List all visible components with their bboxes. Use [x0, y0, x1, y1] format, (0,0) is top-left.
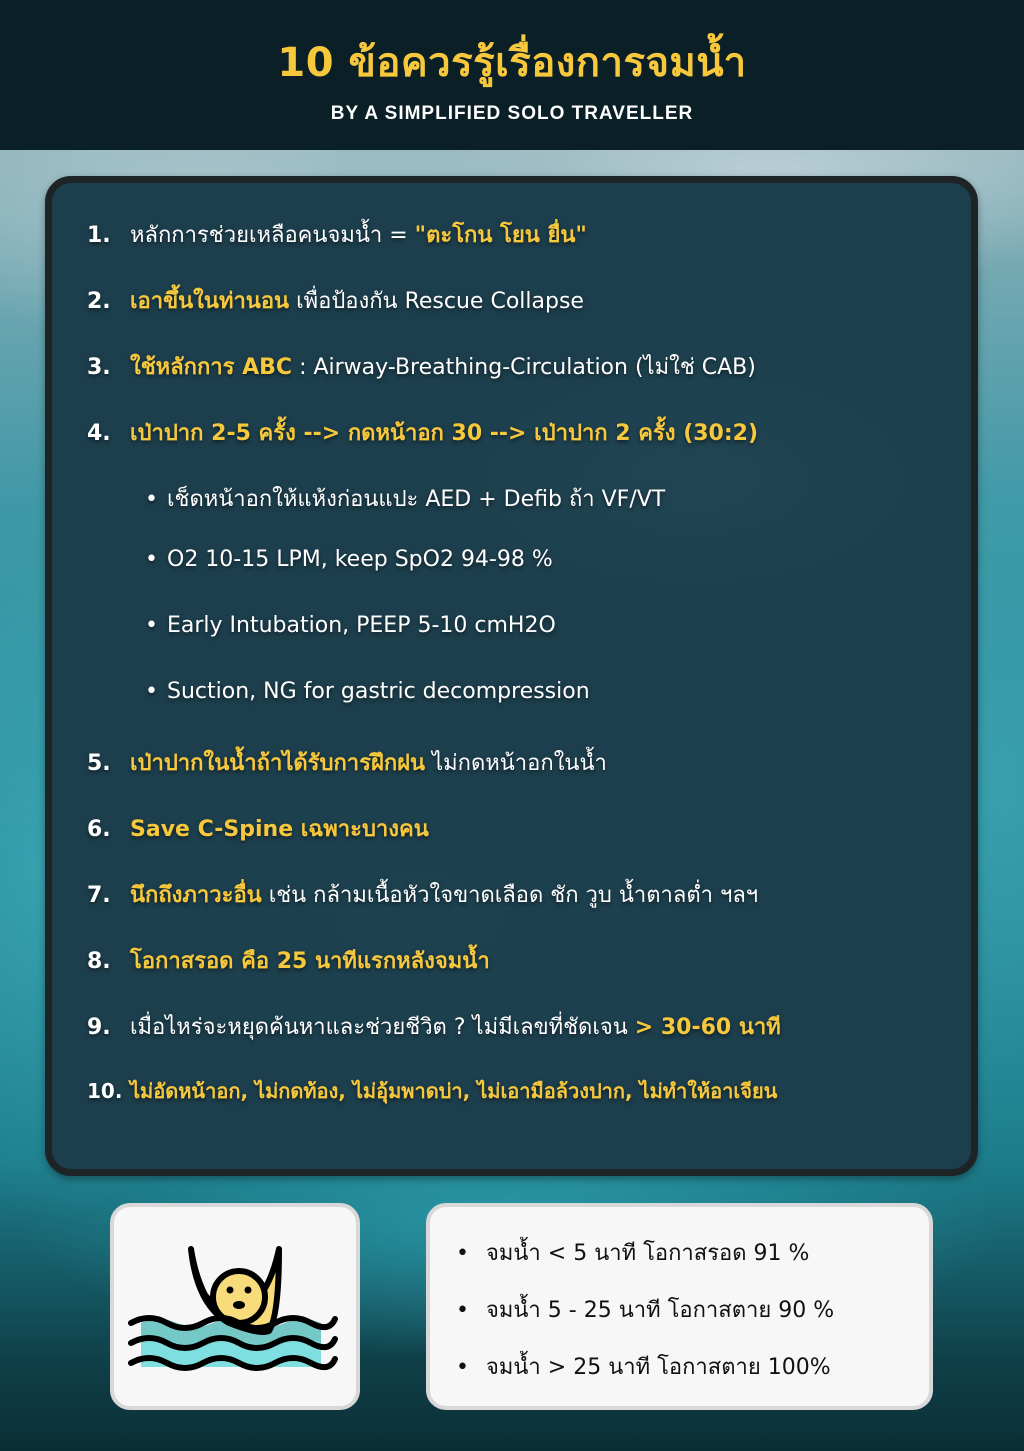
item-number: 6. [87, 817, 111, 842]
item-text: : Airway-Breathing-Circulation (ไม่ใช่ CAB) [292, 355, 756, 380]
sub-item-text: Early Intubation, PEEP 5-10 cmH2O [167, 613, 556, 638]
item-highlight: เป่าปากในน้ำถ้าได้รับการฝึกฝน [130, 751, 426, 776]
item-highlight: ไม่อัดหน้าอก, ไม่กดท้อง, ไม่อุ้มพาดบ่า, ไม่เอามือล้วงปาก, ไม่ทำให้อาเจียน [130, 1079, 778, 1103]
sub-item-text: O2 10-15 LPM, keep SpO2 94-98 % [167, 547, 553, 572]
tips-panel [45, 176, 978, 1176]
sub-item-text: เช็ดหน้าอกให้แห้งก่อนแปะ AED + Defib ถ้า VF/VT [167, 487, 666, 512]
stat-item-1 [456, 1235, 809, 1270]
item-highlight: เป่าปาก 2-5 ครั้ง --> กดหน้าอก 30 --> เป่าปาก 2 ครั้ง (30:2) [130, 421, 759, 446]
page-title: 10 ข้อควรรู้เรื่องการจมน้ำ [277, 40, 747, 86]
item-text: หลักการช่วยเหลือคนจมน้ำ = [130, 223, 415, 248]
stat-text: จมน้ำ > 25 นาที โอกาสตาย 100% [486, 1355, 831, 1380]
item-highlight: โอกาสรอด คือ 25 นาทีแรกหลังจมน้ำ [130, 949, 490, 974]
survival-stats-card [426, 1203, 933, 1410]
stat-text: จมน้ำ < 5 นาที โอกาสรอด 91 % [486, 1241, 810, 1266]
sub-item-2 [145, 547, 553, 572]
sub-item-3 [145, 613, 556, 638]
sub-item-4 [145, 679, 590, 704]
item-number: 7. [87, 883, 111, 908]
page-subtitle: BY A SIMPLIFIED SOLO TRAVELLER [330, 103, 694, 124]
item-number: 1. [87, 223, 111, 248]
item-number: 9. [87, 1015, 111, 1040]
stat-item-2 [456, 1292, 834, 1327]
tip-item-3 [87, 349, 756, 384]
tip-item-5 [87, 745, 607, 780]
header-banner [0, 0, 1024, 150]
item-highlight: > 30-60 นาที [634, 1015, 781, 1040]
item-highlight: Save C-Spine เฉพาะบางคน [130, 817, 429, 842]
tip-item-6 [87, 811, 429, 846]
item-number: 5. [87, 751, 111, 776]
bullet-icon: • [145, 613, 158, 638]
tip-item-2 [87, 283, 584, 318]
tip-item-4 [87, 415, 758, 450]
bullet-icon: • [145, 487, 158, 512]
bullet-icon: • [145, 547, 158, 572]
item-text: เช่น กล้ามเนื้อหัวใจขาดเลือด ชัก วูบ น้ำตาลต่ำ ฯลฯ [261, 883, 759, 908]
bullet-icon: • [145, 679, 158, 704]
illustration-card [110, 1203, 360, 1410]
item-number: 8. [87, 949, 111, 974]
bullet-icon: • [456, 1241, 469, 1266]
item-number: 2. [87, 289, 111, 314]
bullet-icon: • [456, 1298, 469, 1323]
stat-text: จมน้ำ 5 - 25 นาที โอกาสตาย 90 % [486, 1298, 835, 1323]
item-highlight: นึกถึงภาวะอื่น [130, 883, 262, 908]
item-number: 10. [87, 1079, 123, 1103]
item-number: 3. [87, 355, 111, 380]
item-highlight: ใช้หลักการ ABC [130, 355, 293, 380]
tip-item-1 [87, 217, 587, 252]
sub-item-1 [145, 481, 665, 516]
item-number: 4. [87, 421, 111, 446]
tip-item-10 [87, 1075, 777, 1107]
bullet-icon: • [456, 1355, 469, 1380]
item-text: เพื่อป้องกัน Rescue Collapse [289, 289, 584, 314]
tip-item-7 [87, 877, 758, 912]
item-highlight: เอาขึ้นในท่านอน [130, 289, 290, 314]
item-text: เมื่อไหร่จะหยุดค้นหาและช่วยชีวิต ? ไม่มีเลขที่ชัดเจน [130, 1015, 635, 1040]
drowning-person-icon [119, 1235, 351, 1375]
item-highlight: "ตะโกน โยน ยื่น" [414, 223, 587, 248]
sub-item-text: Suction, NG for gastric decompression [167, 679, 590, 704]
item-text: ไม่กดหน้าอกในน้ำ [425, 751, 607, 776]
stat-item-3 [456, 1349, 831, 1384]
tip-item-9 [87, 1009, 781, 1044]
tip-item-8 [87, 943, 490, 978]
